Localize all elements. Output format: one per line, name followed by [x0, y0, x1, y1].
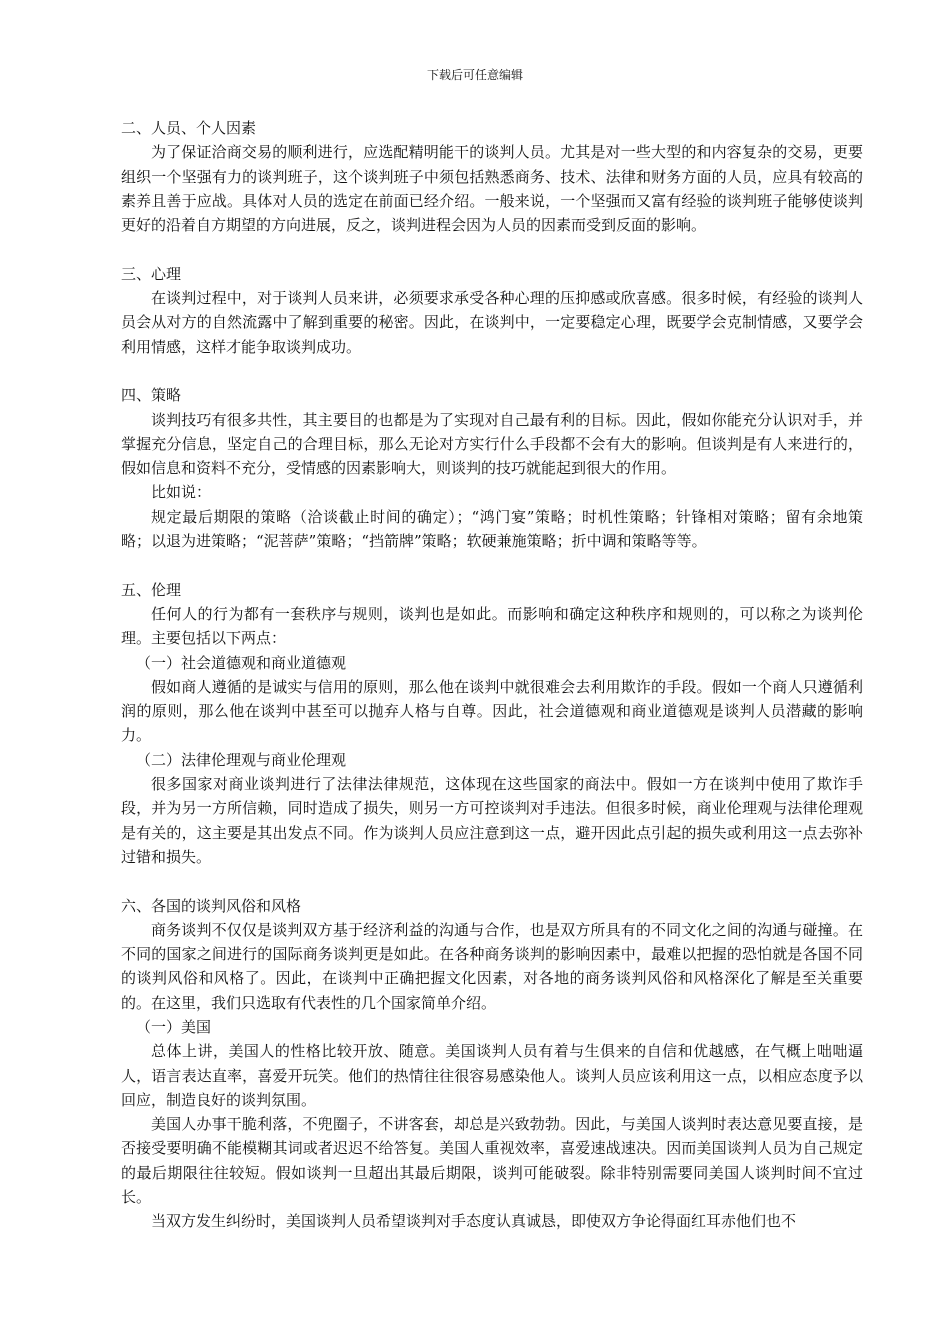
- paragraph: 假如商人遵循的是诚实与信用的原则，那么他在谈判中就很难会去利用欺诈的手段。假如一个商人只遵循利润的原则，那么他在谈判中甚至可以抛弃人格与自尊。因此，社会道德观和商业道德观是谈判人员潜藏的影响力。: [121, 677, 863, 745]
- subsection-heading: （一）社会道德观和商业道德观: [136, 653, 347, 672]
- paragraph: 任何人的行为都有一套秩序与规则，谈判也是如此。而影响和确定这种秩序和规则的，可以称之为谈判伦理。主要包括以下两点：: [121, 604, 863, 648]
- paragraph: 美国人办事干脆利落，不兜圈子，不讲客套，却总是兴致勃勃。因此，与美国人谈判时表达意见要直接，是否接受要明确不能模糊其词或者迟迟不给答复。美国人重视效率，喜爱速战速决。因而美国谈判人员为自己规定的最后期限往往较短。假如谈判一旦超出其最后期限，谈判可能破裂。除非特别需要同美国人谈判时间不宜过长。: [121, 1115, 863, 1207]
- section-gap: [121, 553, 863, 577]
- subsection-heading: （二）法律伦理观与商业伦理观: [136, 750, 347, 769]
- paragraph: 在谈判过程中，对于谈判人员来讲，必须要求承受各种心理的压抑感或欣喜感。很多时候，有经验的谈判人员会从对方的自然流露中了解到重要的秘密。因此，在谈判中，一定要稳定心理，既要学会克制情感，又要学会利用情感，这样才能争取谈判成功。: [121, 289, 863, 356]
- paragraph: 为了保证洽商交易的顺利进行，应选配精明能干的谈判人员。尤其是对一些大型的和内容复杂的交易，更要组织一个坚强有力的谈判班子，这个谈判班子中须包括熟悉商务、技术、法律和财务方面的人员，应具有较高的素养且善于应战。具体对人员的选定在前面已经介绍。一般来说，一个坚强而又富有经验的谈判班子能够使谈判更好的沿着自方期望的方向进展，反之，谈判进程会因为人员的因素而受到反面的影响。: [121, 143, 863, 235]
- subsection-heading: （一）美国: [136, 1017, 212, 1036]
- section-heading: 二、人员、个人因素: [121, 119, 257, 137]
- section-gap: [121, 237, 863, 261]
- document-body: [121, 116, 863, 1234]
- page-header: 下载后可任意编辑: [426, 68, 523, 82]
- section-heading: 四、策略: [121, 386, 182, 405]
- section-gap: [121, 869, 863, 893]
- section-gap: [121, 359, 863, 383]
- paragraph: 当双方发生纠纷时，美国谈判人员希望谈判对手态度认真诚恳，即使双方争论得面红耳赤他们也不: [151, 1212, 797, 1231]
- section-heading: 六、各国的谈判风俗和风格: [121, 896, 302, 915]
- paragraph: 总体上讲，美国人的性格比较开放、随意。美国谈判人员有着与生俱来的自信和优越感，在气概上咄咄逼人，语言表达直率，喜爱开玩笑。他们的热情往往很容易感染他人。谈判人员应该利用这一点，以相应态度予以回应，制造良好的谈判氛围。: [121, 1042, 863, 1109]
- paragraph: 规定最后期限的策略（洽谈截止时间的确定）；“鸿门宴”策略；时机性策略；针锋相对策略；留有余地策略；以退为进策略；“泥菩萨”策略；“挡箭牌”策略；软硬兼施策略；折中调和策略等等。: [121, 507, 863, 551]
- paragraph: 比如说：: [151, 483, 212, 502]
- section-heading: 三、心理: [121, 264, 182, 283]
- paragraph: 谈判技巧有很多共性，其主要目的也都是为了实现对自己最有利的目标。因此，假如你能充分认识对手，并掌握充分信息，坚定自己的合理目标，那么无论对方实行什么手段都不会有大的影响。但谈判是有人来进行的，假如信息和资料不充分，受情感的因素影响大，则谈判的技巧就能起到很大的作用。: [121, 410, 863, 478]
- paragraph: 商务谈判不仅仅是谈判双方基于经济利益的沟通与合作，也是双方所具有的不同文化之间的沟通与碰撞。在不同的国家之间进行的国际商务谈判更是如此。在各种商务谈判的影响因素中，最难以把握的恐怕就是各国不同的谈判风俗和风格了。因此，在谈判中正确把握文化因素，对各地的商务谈判风俗和风格深化了解是至关重要的。在这里，我们只选取有代表性的几个国家简单介绍。: [121, 920, 863, 1012]
- paragraph: 很多国家对商业谈判进行了法律法律规范，这体现在这些国家的商法中。假如一方在谈判中使用了欺诈手段，并为另一方所信赖，同时造成了损失，则另一方可控谈判对手违法。但很多时候，商业伦理观与法律伦理观是有关的，这主要是其出发点不同。作为谈判人员应注意到这一点，避开因此点引起的损失或利用这一点去弥补过错和损失。: [121, 775, 863, 866]
- section-heading: 五、伦理: [121, 580, 182, 599]
